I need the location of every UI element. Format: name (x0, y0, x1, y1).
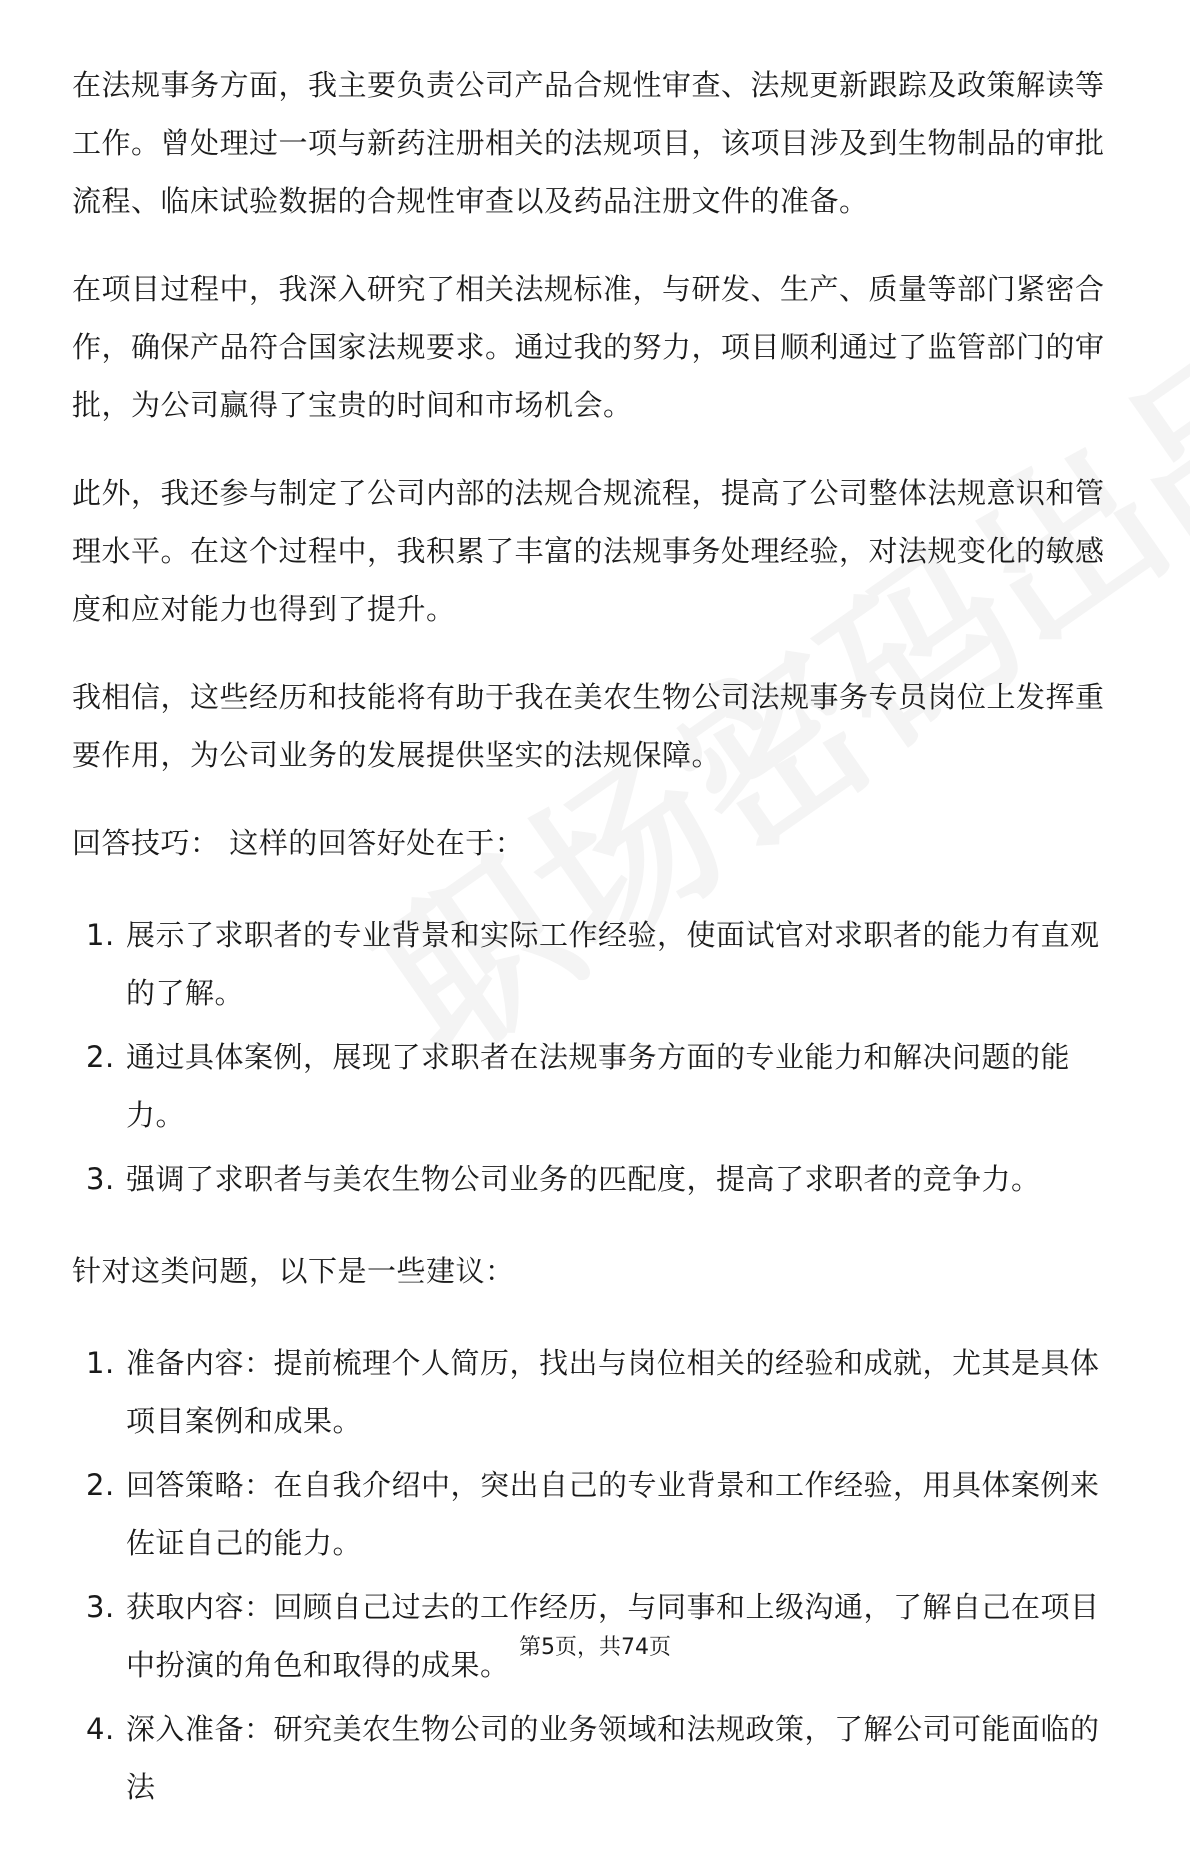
list-item (72, 1334, 1118, 1450)
advice-heading: 针对这类问题，以下是一些建议： (72, 1254, 515, 1288)
list-number: 1. (86, 918, 115, 952)
paragraph-1: 在法规事务方面，我主要负责公司产品合规性审查、法规更新跟踪及政策解读等工作。曾处理过一项与新药注册相关的法规项目，该项目涉及到生物制品的审批流程、临床试验数据的合规性审查以及药品注册文件的准备。 (72, 68, 1105, 218)
list-text: 获取内容：回顾自己过去的工作经历，与同事和上级沟通，了解自己在项目中扮演的角色和取得的成果。 (126, 1590, 1100, 1682)
list-text: 回答策略：在自我介绍中，突出自己的专业背景和工作经验，用具体案例来佐证自己的能力。 (126, 1468, 1100, 1560)
tips-list (72, 906, 1118, 1208)
list-item (72, 906, 1118, 1022)
list-number: 2. (86, 1040, 115, 1074)
list-text: 展示了求职者的专业背景和实际工作经验，使面试官对求职者的能力有直观的了解。 (126, 918, 1100, 1010)
paragraph-2: 在项目过程中，我深入研究了相关法规标准，与研发、生产、质量等部门紧密合作，确保产品符合国家法规要求。通过我的努力，项目顺利通过了监管部门的审批，为公司赢得了宝贵的时间和市场机会。 (72, 272, 1105, 422)
list-item (72, 1700, 1118, 1816)
paragraph-4: 我相信，这些经历和技能将有助于我在美农生物公司法规事务专员岗位上发挥重要作用，为公司业务的发展提供坚实的法规保障。 (72, 680, 1105, 772)
list-text: 深入准备：研究美农生物公司的业务领域和法规政策，了解公司可能面临的法 (126, 1712, 1100, 1804)
list-item (72, 1456, 1118, 1572)
list-number: 4. (86, 1712, 115, 1746)
tips-heading: 回答技巧： 这样的回答好处在于： (72, 826, 525, 860)
list-item (72, 1150, 1118, 1208)
list-number: 3. (86, 1590, 115, 1624)
list-text: 强调了求职者与美农生物公司业务的匹配度，提高了求职者的竞争力。 (126, 1162, 1041, 1196)
page-content (72, 56, 1118, 1850)
list-number: 1. (86, 1346, 115, 1380)
list-text: 通过具体案例，展现了求职者在法规事务方面的专业能力和解决问题的能力。 (126, 1040, 1071, 1132)
paragraph-3: 此外，我还参与制定了公司内部的法规合规流程，提高了公司整体法规意识和管理水平。在这个过程中，我积累了丰富的法规事务处理经验，对法规变化的敏感度和应对能力也得到了提升。 (72, 476, 1105, 626)
list-item (72, 1028, 1118, 1144)
page-number-footer: 第5页，共74页 (519, 1635, 671, 1660)
list-text: 准备内容：提前梳理个人简历，找出与岗位相关的经验和成就，尤其是具体项目案例和成果。 (126, 1346, 1100, 1438)
list-number: 3. (86, 1162, 115, 1196)
list-number: 2. (86, 1468, 115, 1502)
advice-list (72, 1334, 1118, 1816)
